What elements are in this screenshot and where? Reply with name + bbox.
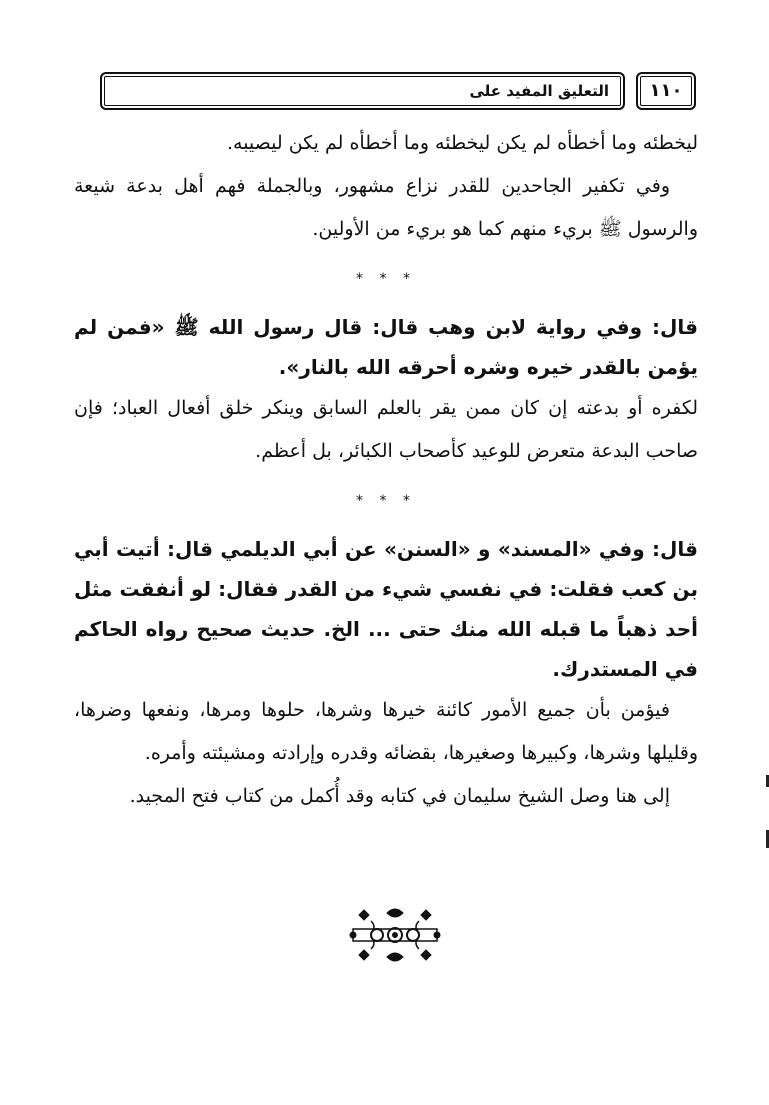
hadith-daylami: قال: وفي «المسند» و «السنن» عن أبي الديلمي قال: أتيت أبي بن كعب فقلت: في نفسي شيء من القدر فقال: لو أنفقت مثل أحد ذهباً ما قبله الله منك حتى ... الخ. حديث صحيح رواه الحاكم في المستدرك. [74, 537, 698, 681]
page-number: ١١٠ [636, 72, 696, 110]
section-separator: * * * [356, 271, 416, 287]
page-body [74, 122, 698, 818]
header-title: التعليق المفيد على [100, 72, 625, 110]
paragraph-takfir: وفي تكفير الجاحدين للقدر نزاع مشهور، وبالجملة فهم أهل بدعة شيعة والرسول ﷺ بريء منهم كما هو بريء من الأولين. [74, 175, 698, 240]
paragraph-continuation: ليخطئه وما أخطأه لم يكن ليخطئه وما أخطأه لم يكن ليصيبه. [226, 132, 698, 154]
floral-ornament-icon [347, 905, 443, 965]
running-header [100, 72, 696, 110]
section-separator: * * * [356, 493, 416, 509]
paragraph-belief: فيؤمن بأن جميع الأمور كائنة خيرها وشرها، حلوها ومرها، ونفعها وضرها، وقليلها وشرها، وكبيرها وصغيرها، بقضائه وقدره وإرادته ومشيئته وأمره. [74, 699, 698, 764]
hadith-ibn-wahb: قال: وفي رواية لابن وهب قال: قال رسول الله ﷺ «فمن لم يؤمن بالقدر خيره وشره أحرقه الله بالنار». [74, 315, 698, 379]
paragraph-commentary: لكفره أو بدعته إن كان ممن يقر بالعلم السابق وينكر خلق أفعال العباد؛ فإن صاحب البدعة متعرض للوعيد كأصحاب الكبائر، بل أعظم. [74, 397, 698, 462]
paragraph-completion-note: إلى هنا وصل الشيخ سليمان في كتابه وقد أُكمل من كتاب فتح المجيد. [129, 785, 670, 807]
